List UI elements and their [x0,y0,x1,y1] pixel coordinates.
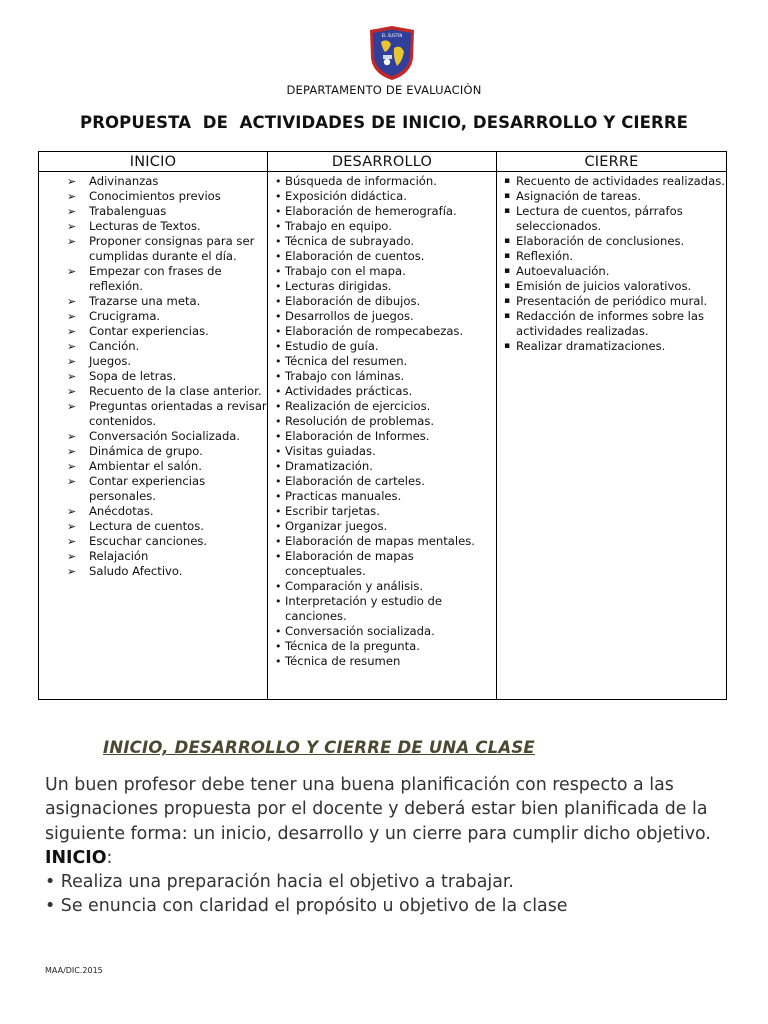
list-item-text: Elaboración de dibujos. [285,294,421,308]
list-item-text: Técnica de la pregunta. [285,639,420,653]
list-item-text: Emisión de juicios valorativos. [516,279,692,293]
square-bullet-icon: ▪ [504,281,511,291]
list-item-text: Comparación y análisis. [285,579,424,593]
dot-bullet-icon: • [275,415,282,428]
dot-bullet-icon: • [275,625,282,638]
dot-bullet-icon: • [275,475,282,488]
desarrollo-item [268,264,496,279]
list-item-text: Trabajo con el mapa. [285,264,406,278]
arrow-bullet-icon: ➢ [67,220,77,233]
desarrollo-item [268,174,496,189]
list-item-text: Técnica del resumen. [285,354,408,368]
dot-bullet-icon: • [275,595,282,608]
inicio-item [39,234,267,264]
inicio-item [39,219,267,234]
dot-bullet-icon: • [275,265,282,278]
dot-bullet-icon: • [275,520,282,533]
desarrollo-item [268,549,496,579]
inicio-item [39,459,267,474]
cierre-cell [497,172,727,700]
arrow-bullet-icon: ➢ [67,520,77,533]
dot-bullet-icon: • [275,310,282,323]
arrow-bullet-icon: ➢ [67,505,77,518]
cierre-item [497,279,726,294]
inicio-item [39,504,267,519]
list-item-text: Exposición didáctica. [285,189,407,203]
desarrollo-item [268,624,496,639]
inicio-item [39,564,267,579]
list-item-text: Estudio de guía. [285,339,379,353]
list-item-text: Canción. [89,339,140,353]
list-item-text: Organizar juegos. [285,519,388,533]
list-item-text: Trabajo en equipo. [285,219,392,233]
list-item-text: Actividades prácticas. [285,384,413,398]
arrow-bullet-icon: ➢ [67,445,77,458]
list-item-text: Conversación socializada. [285,624,435,638]
dot-bullet-icon: • [275,490,282,503]
inicio-item [39,189,267,204]
inicio-item [39,429,267,444]
desarrollo-item [268,324,496,339]
arrow-bullet-icon: ➢ [67,385,77,398]
dot-bullet-icon: • [275,550,282,563]
square-bullet-icon: ▪ [504,236,511,246]
inicio-list [39,172,267,579]
list-item-text: Practicas manuales. [285,489,402,503]
arrow-bullet-icon: ➢ [67,265,77,278]
square-bullet-icon: ▪ [504,341,511,351]
list-item-text: Contar experiencias. [89,324,209,338]
desarrollo-item [268,279,496,294]
cierre-item [497,174,726,189]
inicio-colon: : [106,847,113,868]
list-item-text: Realización de ejercicios. [285,399,431,413]
dot-bullet-icon: • [275,325,282,338]
list-item-text: Trabalenguas [89,204,167,218]
cierre-item [497,339,726,354]
list-item-text: Recuento de actividades realizadas. [516,174,725,188]
desarrollo-item [268,444,496,459]
list-item-text: Interpretación y estudio de canciones. [285,594,443,623]
arrow-bullet-icon: ➢ [67,205,77,218]
dot-bullet-icon: • [275,175,282,188]
inicio-item [39,384,267,399]
list-item-text: Presentación de periódico mural. [516,294,708,308]
cierre-item [497,189,726,204]
dot-bullet-icon: • [275,235,282,248]
list-item-text: Sopa de letras. [89,369,177,383]
dot-bullet-icon: • [275,355,282,368]
arrow-bullet-icon: ➢ [67,355,77,368]
inicio-item [39,444,267,459]
desarrollo-item [268,309,496,324]
list-item-text: Elaboración de carteles. [285,474,425,488]
inicio-item [39,309,267,324]
list-item-text: Elaboración de mapas conceptuales. [285,549,414,578]
list-item-text: Trabajo con láminas. [285,369,405,383]
cierre-item [497,264,726,279]
dot-bullet-icon: • [275,505,282,518]
square-bullet-icon: ▪ [504,191,511,201]
list-item-text: Visitas guiadas. [285,444,376,458]
dot-bullet-icon: • [275,280,282,293]
arrow-bullet-icon: ➢ [67,235,77,248]
inicio-item [39,399,267,429]
dot-bullet-icon: • [275,250,282,263]
desarrollo-item [268,204,496,219]
desarrollo-item [268,189,496,204]
inicio-item [39,264,267,294]
list-item-text: Elaboración de Informes. [285,429,430,443]
desarrollo-item [268,654,496,669]
list-item-text: Técnica de subrayado. [285,234,415,248]
desarrollo-item [268,249,496,264]
arrow-bullet-icon: ➢ [67,460,77,473]
list-item-text: Elaboración de conclusiones. [516,234,685,248]
desarrollo-item [268,459,496,474]
dot-bullet-icon: • [275,655,282,668]
desarrollo-item [268,354,496,369]
inicio-item [39,294,267,309]
list-item-text: Conversación Socializada. [89,429,241,443]
desarrollo-item [268,294,496,309]
desarrollo-item [268,234,496,249]
arrow-bullet-icon: ➢ [67,325,77,338]
arrow-bullet-icon: ➢ [67,565,77,578]
dot-bullet-icon: • [275,370,282,383]
desarrollo-list [268,172,496,669]
bullet-line-2: • Se enuncia con claridad el propósito u objetivo de la clase [45,896,568,917]
dot-bullet-icon: • [275,400,282,413]
desarrollo-item [268,639,496,654]
dot-bullet-icon: • [275,430,282,443]
arrow-bullet-icon: ➢ [67,370,77,383]
list-item-text: Autoevaluación. [516,264,610,278]
inicio-item [39,519,267,534]
desarrollo-item [268,384,496,399]
list-item-text: Trazarse una meta. [89,294,201,308]
list-item-text: Dramatización. [285,459,373,473]
department-label: DEPARTAMENTO DE EVALUACIÒN [286,83,482,97]
list-item-text: Redacción de informes sobre las actividades realizadas. [516,309,705,338]
list-item-text: Escuchar canciones. [89,534,208,548]
inicio-item [39,339,267,354]
inicio-item [39,174,267,189]
arrow-bullet-icon: ➢ [67,550,77,563]
square-bullet-icon: ▪ [504,311,511,321]
desarrollo-item [268,519,496,534]
list-item-text: Desarrollos de juegos. [285,309,414,323]
inicio-item [39,354,267,369]
dot-bullet-icon: • [275,220,282,233]
list-item-text: Lecturas de Textos. [89,219,201,233]
arrow-bullet-icon: ➢ [67,475,77,488]
dot-bullet-icon: • [275,340,282,353]
inicio-line [45,846,735,870]
list-item-text: Contar experiencias personales. [89,474,206,503]
list-item-text: Elaboración de hemerografía. [285,204,457,218]
list-item-text: Saludo Afectivo. [89,564,183,578]
list-item-text: Preguntas orientadas a revisar contenidos. [89,399,267,428]
list-item-text: Recuento de la clase anterior. [89,384,262,398]
dot-bullet-icon: • [275,385,282,398]
inicio-label: INICIO [45,847,107,868]
arrow-bullet-icon: ➢ [67,535,77,548]
cierre-item [497,204,726,234]
desarrollo-cell [268,172,497,700]
list-item-text: Relajación [89,549,149,563]
list-item-text: Elaboración de cuentos. [285,249,425,263]
dot-bullet-icon: • [275,205,282,218]
inicio-item [39,324,267,339]
desarrollo-item [268,504,496,519]
cierre-list [497,172,726,354]
desarrollo-item [268,474,496,489]
header-inicio: INICIO [39,152,268,172]
dot-bullet-icon: • [275,190,282,203]
list-item-text: Empezar con frases de reflexión. [89,264,222,293]
cierre-item [497,234,726,249]
dot-bullet-icon: • [275,640,282,653]
list-item-text: Ambientar el salón. [89,459,202,473]
arrow-bullet-icon: ➢ [67,175,77,188]
intro-paragraph: Un buen profesor debe tener una buena planificación con respecto a las asignaciones propuesta por el docente y deberá estar bien planificada de la siguiente forma: un inicio, desarrollo y un cierre para cumplir dicho objetivo. [45,775,711,844]
list-item-text: Dinámica de grupo. [89,444,203,458]
footer-code: MAA/DIC.2015 [45,966,103,975]
list-item-text: Resolución de problemas. [285,414,435,428]
page-title: PROPUESTA DE ACTIVIDADES DE INICIO, DESARROLLO Y CIERRE [80,113,688,132]
list-item-text: Lectura de cuentos, párrafos seleccionados. [516,204,683,233]
square-bullet-icon: ▪ [504,251,511,261]
list-item-text: Adivinanzas [89,174,159,188]
list-item-text: Asignación de tareas. [516,189,642,203]
desarrollo-item [268,369,496,384]
bullet-line-1: • Realiza una preparación hacia el objetivo a trabajar. [45,872,514,893]
desarrollo-item [268,594,496,624]
body-text [45,773,735,919]
header-cierre: CIERRE [497,152,727,172]
arrow-bullet-icon: ➢ [67,400,77,413]
arrow-bullet-icon: ➢ [67,340,77,353]
square-bullet-icon: ▪ [504,266,511,276]
desarrollo-item [268,489,496,504]
list-item-text: Lectura de cuentos. [89,519,204,533]
list-item-text: Escribir tarjetas. [285,504,380,518]
list-item-text: Anécdotas. [89,504,154,518]
list-item-text: Técnica de resumen [285,654,401,668]
inicio-cell [39,172,268,700]
cierre-item [497,294,726,309]
activities-table [38,151,727,700]
dot-bullet-icon: • [275,535,282,548]
list-item-text: Elaboración de mapas mentales. [285,534,475,548]
arrow-bullet-icon: ➢ [67,430,77,443]
dot-bullet-icon: • [275,445,282,458]
list-item-text: Crucigrama. [89,309,161,323]
list-item-text: Proponer consignas para ser cumplidas durante el día. [89,234,255,263]
inicio-item [39,369,267,384]
dot-bullet-icon: • [275,295,282,308]
square-bullet-icon: ▪ [504,206,511,216]
section-heading: INICIO, DESARROLLO Y CIERRE DE UNA CLASE [103,738,535,757]
inicio-item [39,534,267,549]
cierre-item [497,249,726,264]
desarrollo-item [268,399,496,414]
inicio-item [39,204,267,219]
arrow-bullet-icon: ➢ [67,295,77,308]
desarrollo-item [268,534,496,549]
cierre-item [497,309,726,339]
dot-bullet-icon: • [275,460,282,473]
crest-text: EL SUSTIN [381,33,403,38]
dot-bullet-icon: • [275,580,282,593]
header-desarrollo: DESARROLLO [268,152,497,172]
desarrollo-item [268,414,496,429]
list-item-text: Conocimientos previos [89,189,221,203]
desarrollo-item [268,339,496,354]
inicio-item [39,474,267,504]
list-item-text: Realizar dramatizaciones. [516,339,666,353]
inicio-item [39,549,267,564]
square-bullet-icon: ▪ [504,176,511,186]
list-item-text: Juegos. [89,354,132,368]
list-item-text: Lecturas dirigidas. [285,279,392,293]
desarrollo-item [268,579,496,594]
list-item-text: Búsqueda de información. [285,174,437,188]
arrow-bullet-icon: ➢ [67,190,77,203]
arrow-bullet-icon: ➢ [67,310,77,323]
list-item-text: Elaboración de rompecabezas. [285,324,464,338]
desarrollo-item [268,219,496,234]
desarrollo-item [268,429,496,444]
list-item-text: Reflexión. [516,249,574,263]
square-bullet-icon: ▪ [504,296,511,306]
school-crest-icon [367,24,417,82]
